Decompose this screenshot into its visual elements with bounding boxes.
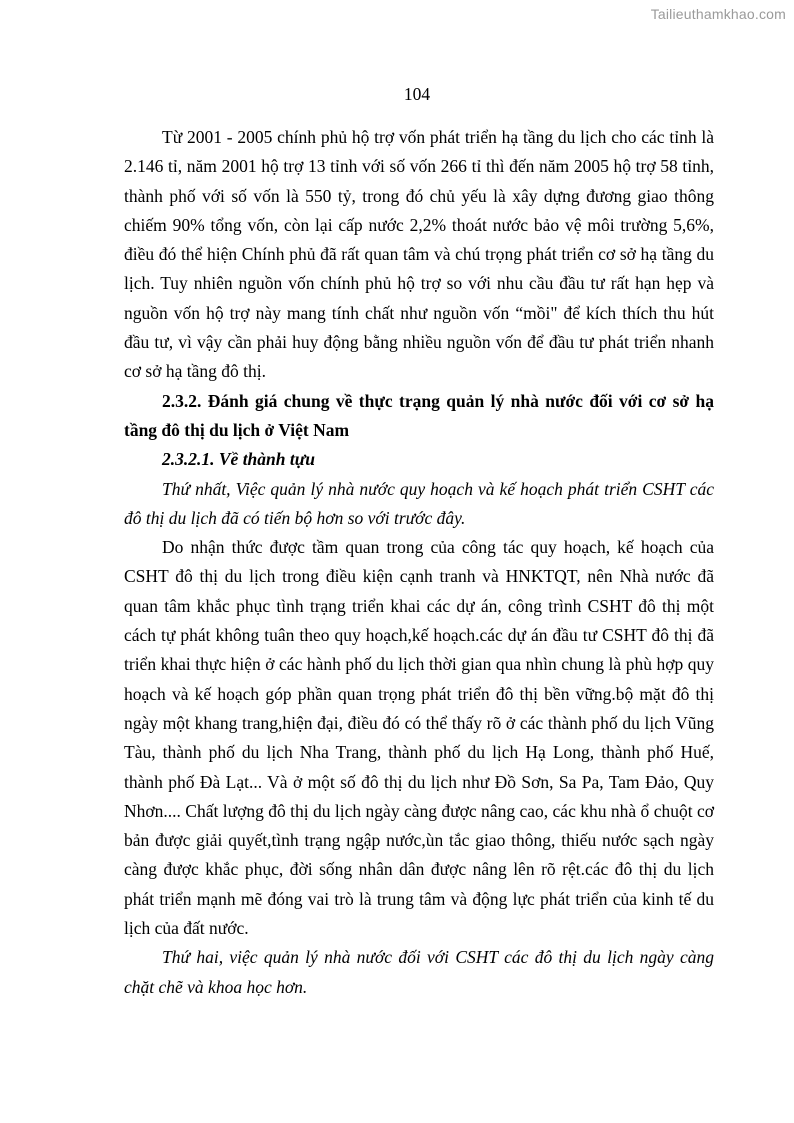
paragraph-funding: Từ 2001 - 2005 chính phủ hộ trợ vốn phát triển hạ tầng du lịch cho các tỉnh là 2.146 tỉ, năm 2001 hộ trợ 13 tỉnh với số vốn 266 tỉ thì đến năm 2005 hộ trợ 58 tỉnh, thành phố với số vốn là 550 tỷ, trong đó chủ yếu là xây dựng đương giao thông chiếm 90% tổng vốn, còn lại cấp nước 2,2% thoát nước bảo vệ môi trường 5,6%, điều đó thể hiện Chính phủ đã rất quan tâm và chú trọng phát triển cơ sở hạ tầng du lịch. Tuy nhiên nguồn vốn chính phủ hộ trợ so với nhu cầu đầu tư rất hạn hẹp và nguồn vốn hộ trợ này mang tính chất như nguồn vốn “mồi" để kích thích thu hút đầu tư, vì vậy cần phải huy động bằng nhiều nguồn vốn để đầu tư phát triển nhanh cơ sở hạ tầng đô thị. <box>124 127 714 382</box>
subsection-heading: 2.3.2.1. Về thành tựu <box>162 449 315 470</box>
page-number: 104 <box>403 84 431 104</box>
italic-point-first: Thứ nhất, Việc quản lý nhà nước quy hoạch và kế hoạch phát triển CSHT các đô thị du lịch đã có tiến bộ hơn so với trước đây. <box>124 478 714 528</box>
paragraph-planning: Do nhận thức được tầm quan trong của công tác quy hoạch, kế hoạch của CSHT đô thị du lịch trong điều kiện cạnh tranh và HNKTQT, nên Nhà nước đã quan tâm khắc phục tình trạng triển khai các dự án, công trình CSHT đô thị một cách tự phát không tuân theo quy hoạch,kế hoạch.các dự án đầu tư CSHT đô thị đã triển khai thực hiện ở các hành phố du lịch thời gian qua nhìn chung là phù hợp quy hoạch và kế hoạch góp phần quan trọng phát triển đô thị bền vững.bộ mặt đô thị ngày một khang trang,hiện đại, điều đó có thể thấy rõ ở các thành phố du lịch Vũng Tàu, thành phố du lịch Nha Trang, thành phố du lịch Hạ Long, thành phố Huế, thành phố Đà Lạt... Và ở một số đô thị du lịch như Đồ Sơn, Sa Pa, Tam Đảo, Quy Nhơn.... Chất lượng đô thị du lịch ngày càng được nâng cao, các khu nhà ổ chuột cơ bản được giải quyết,tình trạng ngập nước,ùn tắc giao thông, thiếu nước sạch ngày càng được khắc phục, đời sống nhân dân được nâng lên rõ rệt.các đô thị du lịch phát triển mạnh mẽ đóng vai trò là trung tâm và động lực phát triển của kinh tế du lịch của đất nước. <box>124 537 714 939</box>
italic-point-second: Thứ hai, việc quản lý nhà nước đối với CSHT các đô thị du lịch ngày càng chặt chẽ và khoa học hơn. <box>124 947 714 997</box>
watermark-text: Tailieuthamkhao.com <box>650 6 786 22</box>
section-heading: 2.3.2. Đánh giá chung về thực trạng quản lý nhà nước đối với cơ sở hạ tầng đô thị du lịch ở Việt Nam <box>124 390 714 440</box>
document-body <box>124 123 714 1002</box>
